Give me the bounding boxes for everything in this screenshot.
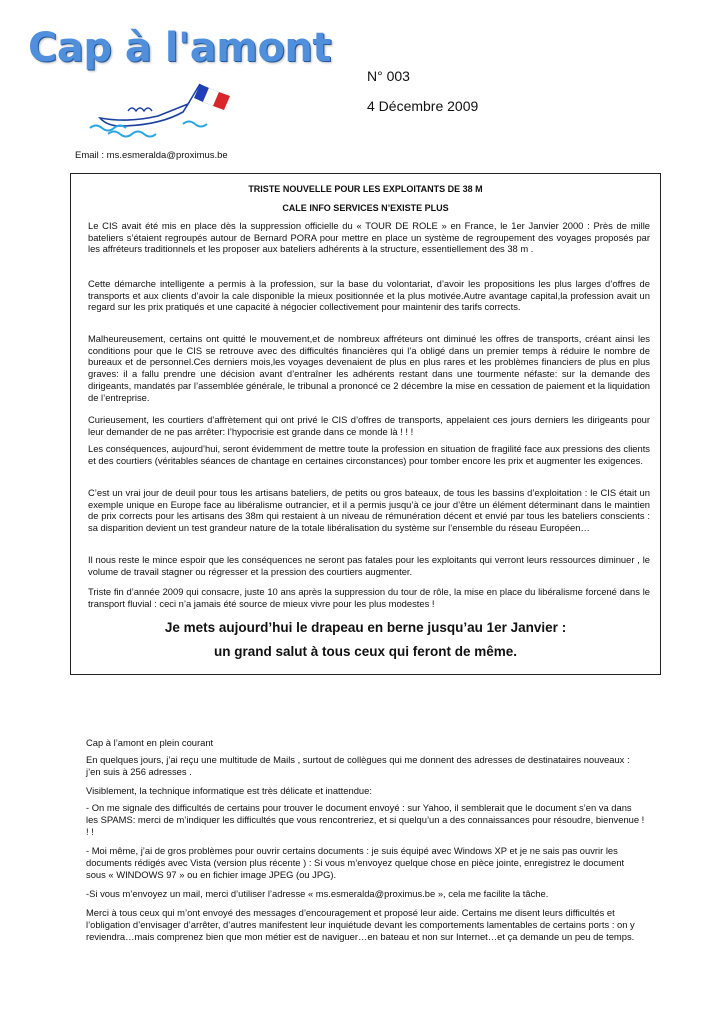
article-paragraph: Curieusement, les courtiers d’affrètement qui ont privé le CIS d’offres de transports, appelaient ces jours derniers les dirigeants pour leur demander de ne pas arrêter: l’hypocrisie est grande dans ce monde là ! ! ! — [88, 414, 650, 437]
email-line: Email : ms.esmeralda@proximus.be — [75, 150, 228, 161]
article-paragraph: Triste fin d’année 2009 qui consacre, juste 10 ans après la suppression du tour de rôle, la mise en place du libéralisme forcené dans le transport fluvial : ceci n’a jamais été source de mieux vivre pour les plus modestes ! — [88, 586, 650, 609]
news-section-title: Cap à l’amont en plein courant — [86, 737, 214, 748]
article-paragraph: Le CIS avait été mis en place dès la suppression officielle du « TOUR DE ROLE » en France, le 1er Janvier 2000 : Près de mille bateliers s’étaient regroupés autour de Bernard PORA pour mettre en place un système de regroupement des voyages proposés par les affréteurs traditionnels et les proposer aux bateliers adhérents à la structure, essentiellement des 38 m . — [88, 220, 650, 255]
article-paragraph: Cette démarche intelligente a permis à la profession, sur la base du volontariat, d’avoir les propositions les plus larges d’offres de transports et aux clients d’avoir la cale disponible la mieux positionnée et la plus motivée.Autre avantage capital,la profession avait un regard sur les prix pratiqués et une capacité à négocier collectivement pour maintenir des tarifs corrects. — [88, 278, 650, 313]
newsletter-logo-title: Cap à l'amont — [28, 25, 332, 71]
article-subheadline: CALE INFO SERVICES N’EXISTE PLUS — [282, 203, 449, 213]
issue-date: 4 Décembre 2009 — [367, 98, 479, 114]
news-paragraph: En quelques jours, j’ai reçu une multitude de Mails , surtout de collègues qui me donnent des adresses de destinataires nouveaux : j’en suis à 256 adresses . — [86, 754, 630, 777]
article-paragraph: Il nous reste le mince espoir que les conséquences ne seront pas fatales pour les exploitants qui verront leurs ressources diminuer , le volume de travail stagner ou régresser et la pression des courtiers augmenter. — [88, 554, 650, 577]
news-paragraph: Merci à tous ceux qui m’ont envoyé des messages d’encouragement et proposé leur aide. Certains me disent leurs difficultés et l’obligation d’envisager d’arrêter, d’autres manifestent leur inquiétude devant les comportements lamentables de certains ports : on y reviendra…mais comprenez bien que mon métier est de naviguer…en bateau et non sur Internet…et ça demande un peu de temps. — [86, 907, 635, 942]
news-paragraph: Visiblement, la technique informatique est très délicate et inattendue: — [86, 785, 372, 796]
article-closing-line: un grand salut à tous ceux qui feront de même. — [213, 644, 518, 659]
issue-number: N° 003 — [367, 68, 410, 84]
news-paragraph: - On me signale des difficultés de certains pour trouver le document envoyé : sur Yahoo, il semblerait que le document s’en va dans les SPAMS: merci de m’indiquer les difficultés que vous rencontreriez, et si quelqu’un a des connaissances pour résoudre, bienvenue ! ! ! — [86, 802, 645, 837]
news-paragraph: - Moi même, j’ai de gros problèmes pour ouvrir certains documents : je suis équipé avec Windows XP et je ne sais pas ouvrir les documents rédigés avec Vista (version plus récente ) : Si vous m’envoyez quelque chose en pièce jointe, enregistrez le document sous « WINDOWS 97 » ou en fichier image JPEG (ou JPG). — [86, 845, 625, 880]
news-paragraph: -Si vous m’envoyez un mail, merci d’utiliser l’adresse « ms.esmeralda@proximus.be », cela me facilite la tâche. — [86, 888, 549, 899]
article-paragraph: Les conséquences, aujourd’hui, seront évidemment de mettre toute la profession en situation de fragilité face aux pressions des clients et des courtiers (véritables séances de chantage en certaines circonstances) pour tomber encore les prix et augmenter les exigences. — [88, 443, 650, 466]
article-paragraph: Malheureusement, certains ont quitté le mouvement,et de nombreux affréteurs ont diminué les offres de transports, créant ainsi les conditions pour que le CIS se retrouve avec des difficultés financières qui l’a obligé dans un premier temps à réduire le nombre de bureaux et de personnel.Ces derniers mois,les voyages devenaient de plus en plus rares et les problèmes financiers de plus en plus graves: il a fallu prendre une décision avant d’entraîner les adhérents restant dans une tourmente néfaste: sur la demande des dirigeants, mandatés par l’assemblée générale, le tribunal a prononcé ce 2 décembre la mise en cessation de paiement et la liquidation de l’entreprise. — [88, 333, 650, 403]
boat-flag-logo — [88, 78, 238, 138]
article-box — [70, 173, 661, 675]
article-closing-line: Je mets aujourd’hui le drapeau en berne jusqu’au 1er Janvier : — [164, 620, 567, 635]
article-headline: TRISTE NOUVELLE POUR LES EXPLOITANTS DE 38 M — [248, 184, 483, 194]
article-paragraph: C’est un vrai jour de deuil pour tous les artisans bateliers, de petits ou gros bateaux, de tous les bassins d’exploitation : le CIS était un exemple unique en Europe face au libéralisme outrancier, et il a permis jusqu’à ce jour d’être un élément déterminant dans le maintien de prix corrects pour les artisans des 38m qui restaient à un niveau de rémunération décent et envié par tous les bateliers conscients : sa disparition devient un test grandeur nature de la totale libéralisation du système sur l’ensemble du réseau Européen… — [88, 487, 650, 534]
